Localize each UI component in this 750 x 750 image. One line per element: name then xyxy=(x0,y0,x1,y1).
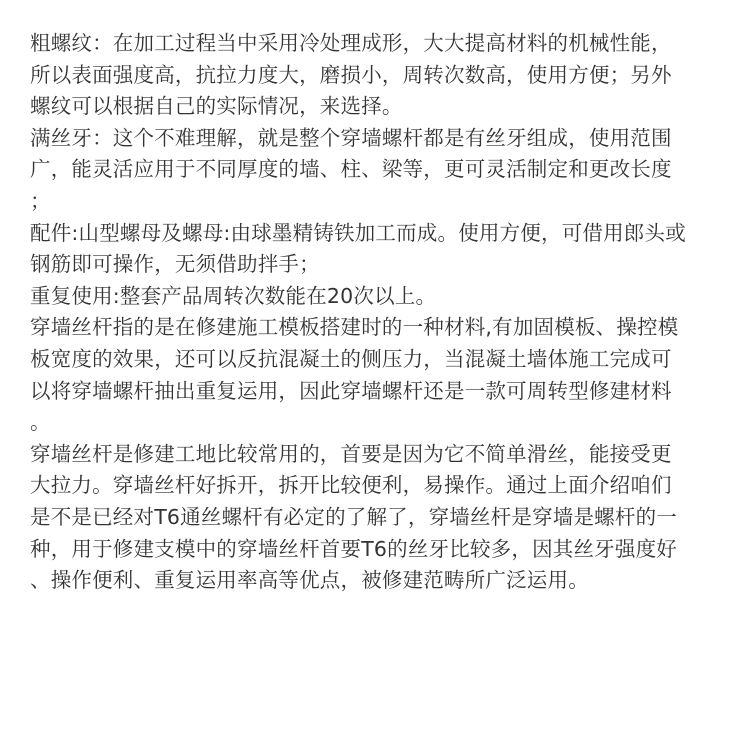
paragraph-accessories xyxy=(30,218,730,281)
text-line: ； xyxy=(30,188,51,213)
text-line: 满丝牙：这个不难理解，就是整个穿墙螺杆都是有丝牙组成，使用范围 xyxy=(30,125,672,150)
paragraph-reuse xyxy=(30,281,730,313)
text-line: 。 xyxy=(30,410,51,435)
paragraph-full-thread xyxy=(30,123,730,218)
paragraph-coarse-thread xyxy=(30,28,730,123)
text-line: 穿墙丝杆是修建工地比较常用的，首要是因为它不简单滑丝，能接受更 xyxy=(30,441,672,466)
text-line: 种，用于修建支模中的穿墙丝杆首要T6的丝牙比较多，因其丝牙强度好 xyxy=(30,536,677,561)
text-line: 板宽度的效果，还可以反抗混凝土的侧压力，当混凝土墙体施工完成可 xyxy=(30,346,672,371)
text-line: 配件:山型螺母及螺母:由球墨精铸铁加工而成。使用方便，可借用郎头或 xyxy=(30,220,686,245)
text-line: 是不是已经对T6通丝螺杆有必定的了解了，穿墙丝杆是穿墙是螺杆的一 xyxy=(30,504,677,529)
text-line: 所以表面强度高，抗拉力度大，磨损小，周转次数高，使用方便；另外 xyxy=(30,62,672,87)
text-line: 广，能灵活应用于不同厚度的墙、柱、梁等，更可灵活制定和更改长度 xyxy=(30,157,672,182)
text-line: 穿墙丝杆指的是在修建施工模板搭建时的一种材料,有加固模板、操控模 xyxy=(30,315,679,340)
paragraph-advantages xyxy=(30,439,730,597)
text-line: 重复使用:整套产品周转次数能在20次以上。 xyxy=(30,283,437,308)
text-line: 以将穿墙螺杆抽出重复运用，因此穿墙螺杆还是一款可周转型修建材料 xyxy=(30,378,672,403)
article-body xyxy=(30,28,730,597)
paragraph-definition xyxy=(30,312,730,438)
text-line: 螺纹可以根据自己的实际情况，来选择。 xyxy=(30,94,403,119)
text-line: 钢筋即可操作，无须借助拌手； xyxy=(30,252,320,277)
text-line: 、操作便利、重复运用率高等优点，被修建范畴所广泛运用。 xyxy=(30,568,589,593)
text-line: 大拉力。穿墙丝杆好拆开，拆开比较便利，易操作。通过上面介绍咱们 xyxy=(30,473,672,498)
text-line: 粗螺纹：在加工过程当中采用冷处理成形，大大提高材料的机械性能， xyxy=(30,31,672,55)
